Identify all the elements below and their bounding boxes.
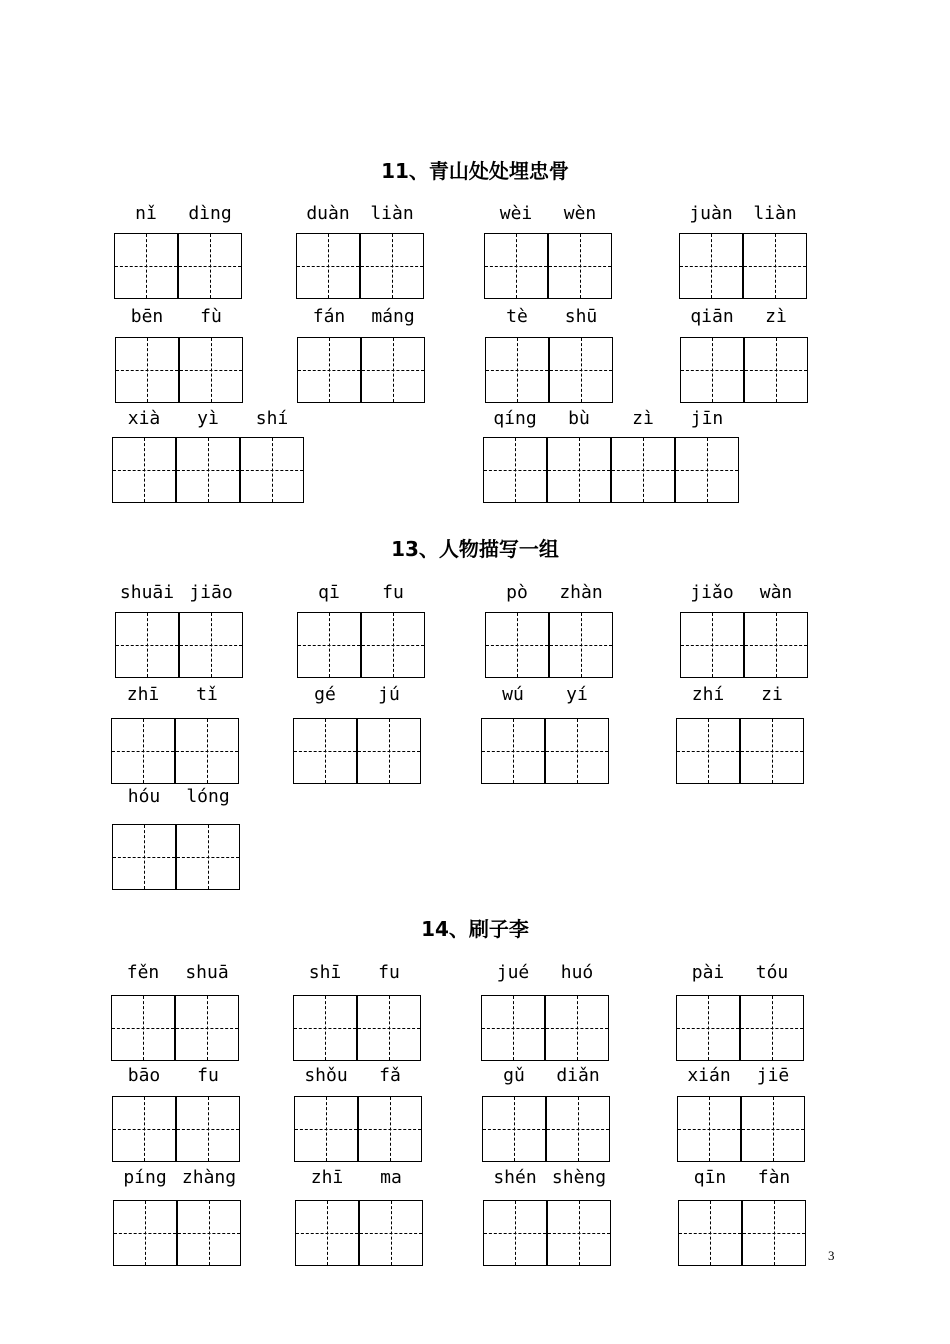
writing-grid-box[interactable] xyxy=(740,995,804,1061)
section-title: 13、人物描写一组 xyxy=(391,537,559,561)
writing-grid-box[interactable] xyxy=(112,824,176,890)
pinyin-syllable: zì xyxy=(765,306,787,327)
writing-grid-box[interactable] xyxy=(296,233,360,299)
pinyin-syllable: píng xyxy=(123,1167,167,1188)
writing-grid-box[interactable] xyxy=(176,824,240,890)
writing-grid-box[interactable] xyxy=(240,437,304,503)
pinyin-syllable: shǒu xyxy=(304,1065,348,1086)
writing-grid-box[interactable] xyxy=(680,612,744,678)
writing-grid-box[interactable] xyxy=(744,337,808,403)
pinyin-syllable: qíng xyxy=(493,408,537,429)
pinyin-syllable: máng xyxy=(371,306,415,327)
writing-grid-box[interactable] xyxy=(113,1200,177,1266)
pinyin-syllable: ma xyxy=(380,1167,402,1188)
pinyin-syllable: diǎn xyxy=(556,1065,600,1086)
pinyin-syllable: qī xyxy=(318,582,340,603)
writing-grid-box[interactable] xyxy=(179,612,243,678)
writing-grid-box[interactable] xyxy=(546,1096,610,1162)
writing-grid-box[interactable] xyxy=(678,1200,742,1266)
pinyin-syllable: yí xyxy=(566,684,588,705)
writing-grid-box[interactable] xyxy=(481,995,545,1061)
writing-grid-box[interactable] xyxy=(483,437,547,503)
writing-grid-box[interactable] xyxy=(357,718,421,784)
pinyin-syllable: tóu xyxy=(755,962,789,983)
writing-grid-box[interactable] xyxy=(742,1200,806,1266)
pinyin-syllable: zhí xyxy=(691,684,725,705)
writing-grid-box[interactable] xyxy=(740,718,804,784)
pinyin-syllable: bù xyxy=(568,408,590,429)
section-title: 11、青山处处埋忠骨 xyxy=(381,159,569,183)
pinyin-syllable: fán xyxy=(312,306,346,327)
section-title: 14、刷子李 xyxy=(421,917,529,941)
pinyin-syllable: xián xyxy=(687,1065,731,1086)
writing-grid-box[interactable] xyxy=(361,337,425,403)
writing-grid-box[interactable] xyxy=(359,1200,423,1266)
writing-grid-box[interactable] xyxy=(115,612,179,678)
pinyin-syllable: pài xyxy=(691,962,725,983)
pinyin-syllable: jú xyxy=(378,684,400,705)
pinyin-syllable: tǐ xyxy=(196,684,218,705)
pinyin-syllable: bēn xyxy=(130,306,164,327)
writing-grid-box[interactable] xyxy=(545,995,609,1061)
writing-grid-box[interactable] xyxy=(741,1096,805,1162)
pinyin-syllable: huó xyxy=(560,962,594,983)
pinyin-syllable: jiāo xyxy=(189,582,233,603)
writing-grid-box[interactable] xyxy=(175,995,239,1061)
writing-grid-box[interactable] xyxy=(677,1096,741,1162)
writing-grid-box[interactable] xyxy=(676,995,740,1061)
writing-grid-box[interactable] xyxy=(545,718,609,784)
pinyin-syllable: fu xyxy=(197,1065,219,1086)
writing-grid-box[interactable] xyxy=(176,437,240,503)
pinyin-syllable: shī xyxy=(308,962,342,983)
writing-grid-box[interactable] xyxy=(547,1200,611,1266)
pinyin-syllable: fǎ xyxy=(379,1065,401,1086)
pinyin-syllable: juàn xyxy=(689,203,733,224)
pinyin-syllable: gé xyxy=(314,684,336,705)
pinyin-syllable: zhī xyxy=(126,684,160,705)
writing-grid-box[interactable] xyxy=(485,337,549,403)
writing-grid-box[interactable] xyxy=(112,1096,176,1162)
writing-grid-box[interactable] xyxy=(484,233,548,299)
pinyin-syllable: wèi xyxy=(499,203,533,224)
pinyin-syllable: tè xyxy=(506,306,528,327)
writing-grid-box[interactable] xyxy=(179,337,243,403)
pinyin-syllable: liàn xyxy=(753,203,797,224)
writing-grid-box[interactable] xyxy=(549,612,613,678)
pinyin-syllable: jiē xyxy=(756,1065,790,1086)
pinyin-syllable: qīn xyxy=(693,1167,727,1188)
pinyin-syllable: liàn xyxy=(370,203,414,224)
writing-grid-box[interactable] xyxy=(358,1096,422,1162)
pinyin-syllable: shén xyxy=(493,1167,537,1188)
pinyin-syllable: shuāi xyxy=(119,582,175,603)
writing-grid-box[interactable] xyxy=(679,233,743,299)
pinyin-syllable: dìng xyxy=(188,203,232,224)
pinyin-syllable: shí xyxy=(255,408,289,429)
page-number: 3 xyxy=(828,1248,835,1263)
writing-grid-box[interactable] xyxy=(676,718,740,784)
pinyin-syllable: nǐ xyxy=(135,203,157,224)
pinyin-syllable: yì xyxy=(197,408,219,429)
pinyin-syllable: zhī xyxy=(310,1167,344,1188)
pinyin-syllable: zì xyxy=(632,408,654,429)
pinyin-syllable: jīn xyxy=(690,408,724,429)
pinyin-syllable: qiān xyxy=(690,306,734,327)
pinyin-syllable: xià xyxy=(127,408,161,429)
pinyin-syllable: gǔ xyxy=(503,1065,525,1086)
pinyin-syllable: pò xyxy=(506,582,528,603)
writing-grid-box[interactable] xyxy=(294,1096,358,1162)
writing-grid-box[interactable] xyxy=(549,337,613,403)
pinyin-syllable: zhàng xyxy=(181,1167,237,1188)
pinyin-syllable: fù xyxy=(200,306,222,327)
pinyin-syllable: zhàn xyxy=(559,582,603,603)
writing-grid-box[interactable] xyxy=(111,718,175,784)
writing-grid-box[interactable] xyxy=(547,437,611,503)
pinyin-syllable: duàn xyxy=(306,203,350,224)
writing-grid-box[interactable] xyxy=(297,337,361,403)
pinyin-syllable: fàn xyxy=(757,1167,791,1188)
pinyin-syllable: wú xyxy=(502,684,524,705)
writing-grid-box[interactable] xyxy=(295,1200,359,1266)
writing-grid-box[interactable] xyxy=(293,995,357,1061)
writing-grid-box[interactable] xyxy=(482,1096,546,1162)
writing-grid-box[interactable] xyxy=(297,612,361,678)
pinyin-syllable: jué xyxy=(496,962,530,983)
writing-grid-box[interactable] xyxy=(744,612,808,678)
writing-grid-box[interactable] xyxy=(743,233,807,299)
pinyin-syllable: shuā xyxy=(185,962,229,983)
pinyin-syllable: fěn xyxy=(126,962,160,983)
writing-grid-box[interactable] xyxy=(611,437,675,503)
pinyin-syllable: wàn xyxy=(759,582,793,603)
pinyin-syllable: bāo xyxy=(127,1065,161,1086)
writing-grid-box[interactable] xyxy=(361,612,425,678)
pinyin-syllable: fu xyxy=(382,582,404,603)
pinyin-syllable: zi xyxy=(761,684,783,705)
writing-grid-box[interactable] xyxy=(111,995,175,1061)
pinyin-syllable: shū xyxy=(564,306,598,327)
pinyin-syllable: hóu xyxy=(127,786,161,807)
writing-grid-box[interactable] xyxy=(293,718,357,784)
writing-grid-box[interactable] xyxy=(485,612,549,678)
writing-grid-box[interactable] xyxy=(115,337,179,403)
writing-grid-box[interactable] xyxy=(481,718,545,784)
writing-grid-box[interactable] xyxy=(175,718,239,784)
writing-grid-box[interactable] xyxy=(114,233,178,299)
writing-grid-box[interactable] xyxy=(483,1200,547,1266)
pinyin-syllable: fu xyxy=(378,962,400,983)
pinyin-syllable: shèng xyxy=(551,1167,607,1188)
writing-grid-box[interactable] xyxy=(675,437,739,503)
writing-grid-box[interactable] xyxy=(548,233,612,299)
writing-grid-box[interactable] xyxy=(178,233,242,299)
writing-grid-box[interactable] xyxy=(177,1200,241,1266)
pinyin-syllable: lóng xyxy=(186,786,230,807)
pinyin-syllable: wèn xyxy=(563,203,597,224)
writing-grid-box[interactable] xyxy=(112,437,176,503)
writing-grid-box[interactable] xyxy=(360,233,424,299)
pinyin-syllable: jiǎo xyxy=(690,582,734,603)
writing-grid-box[interactable] xyxy=(176,1096,240,1162)
writing-grid-box[interactable] xyxy=(680,337,744,403)
writing-grid-box[interactable] xyxy=(357,995,421,1061)
